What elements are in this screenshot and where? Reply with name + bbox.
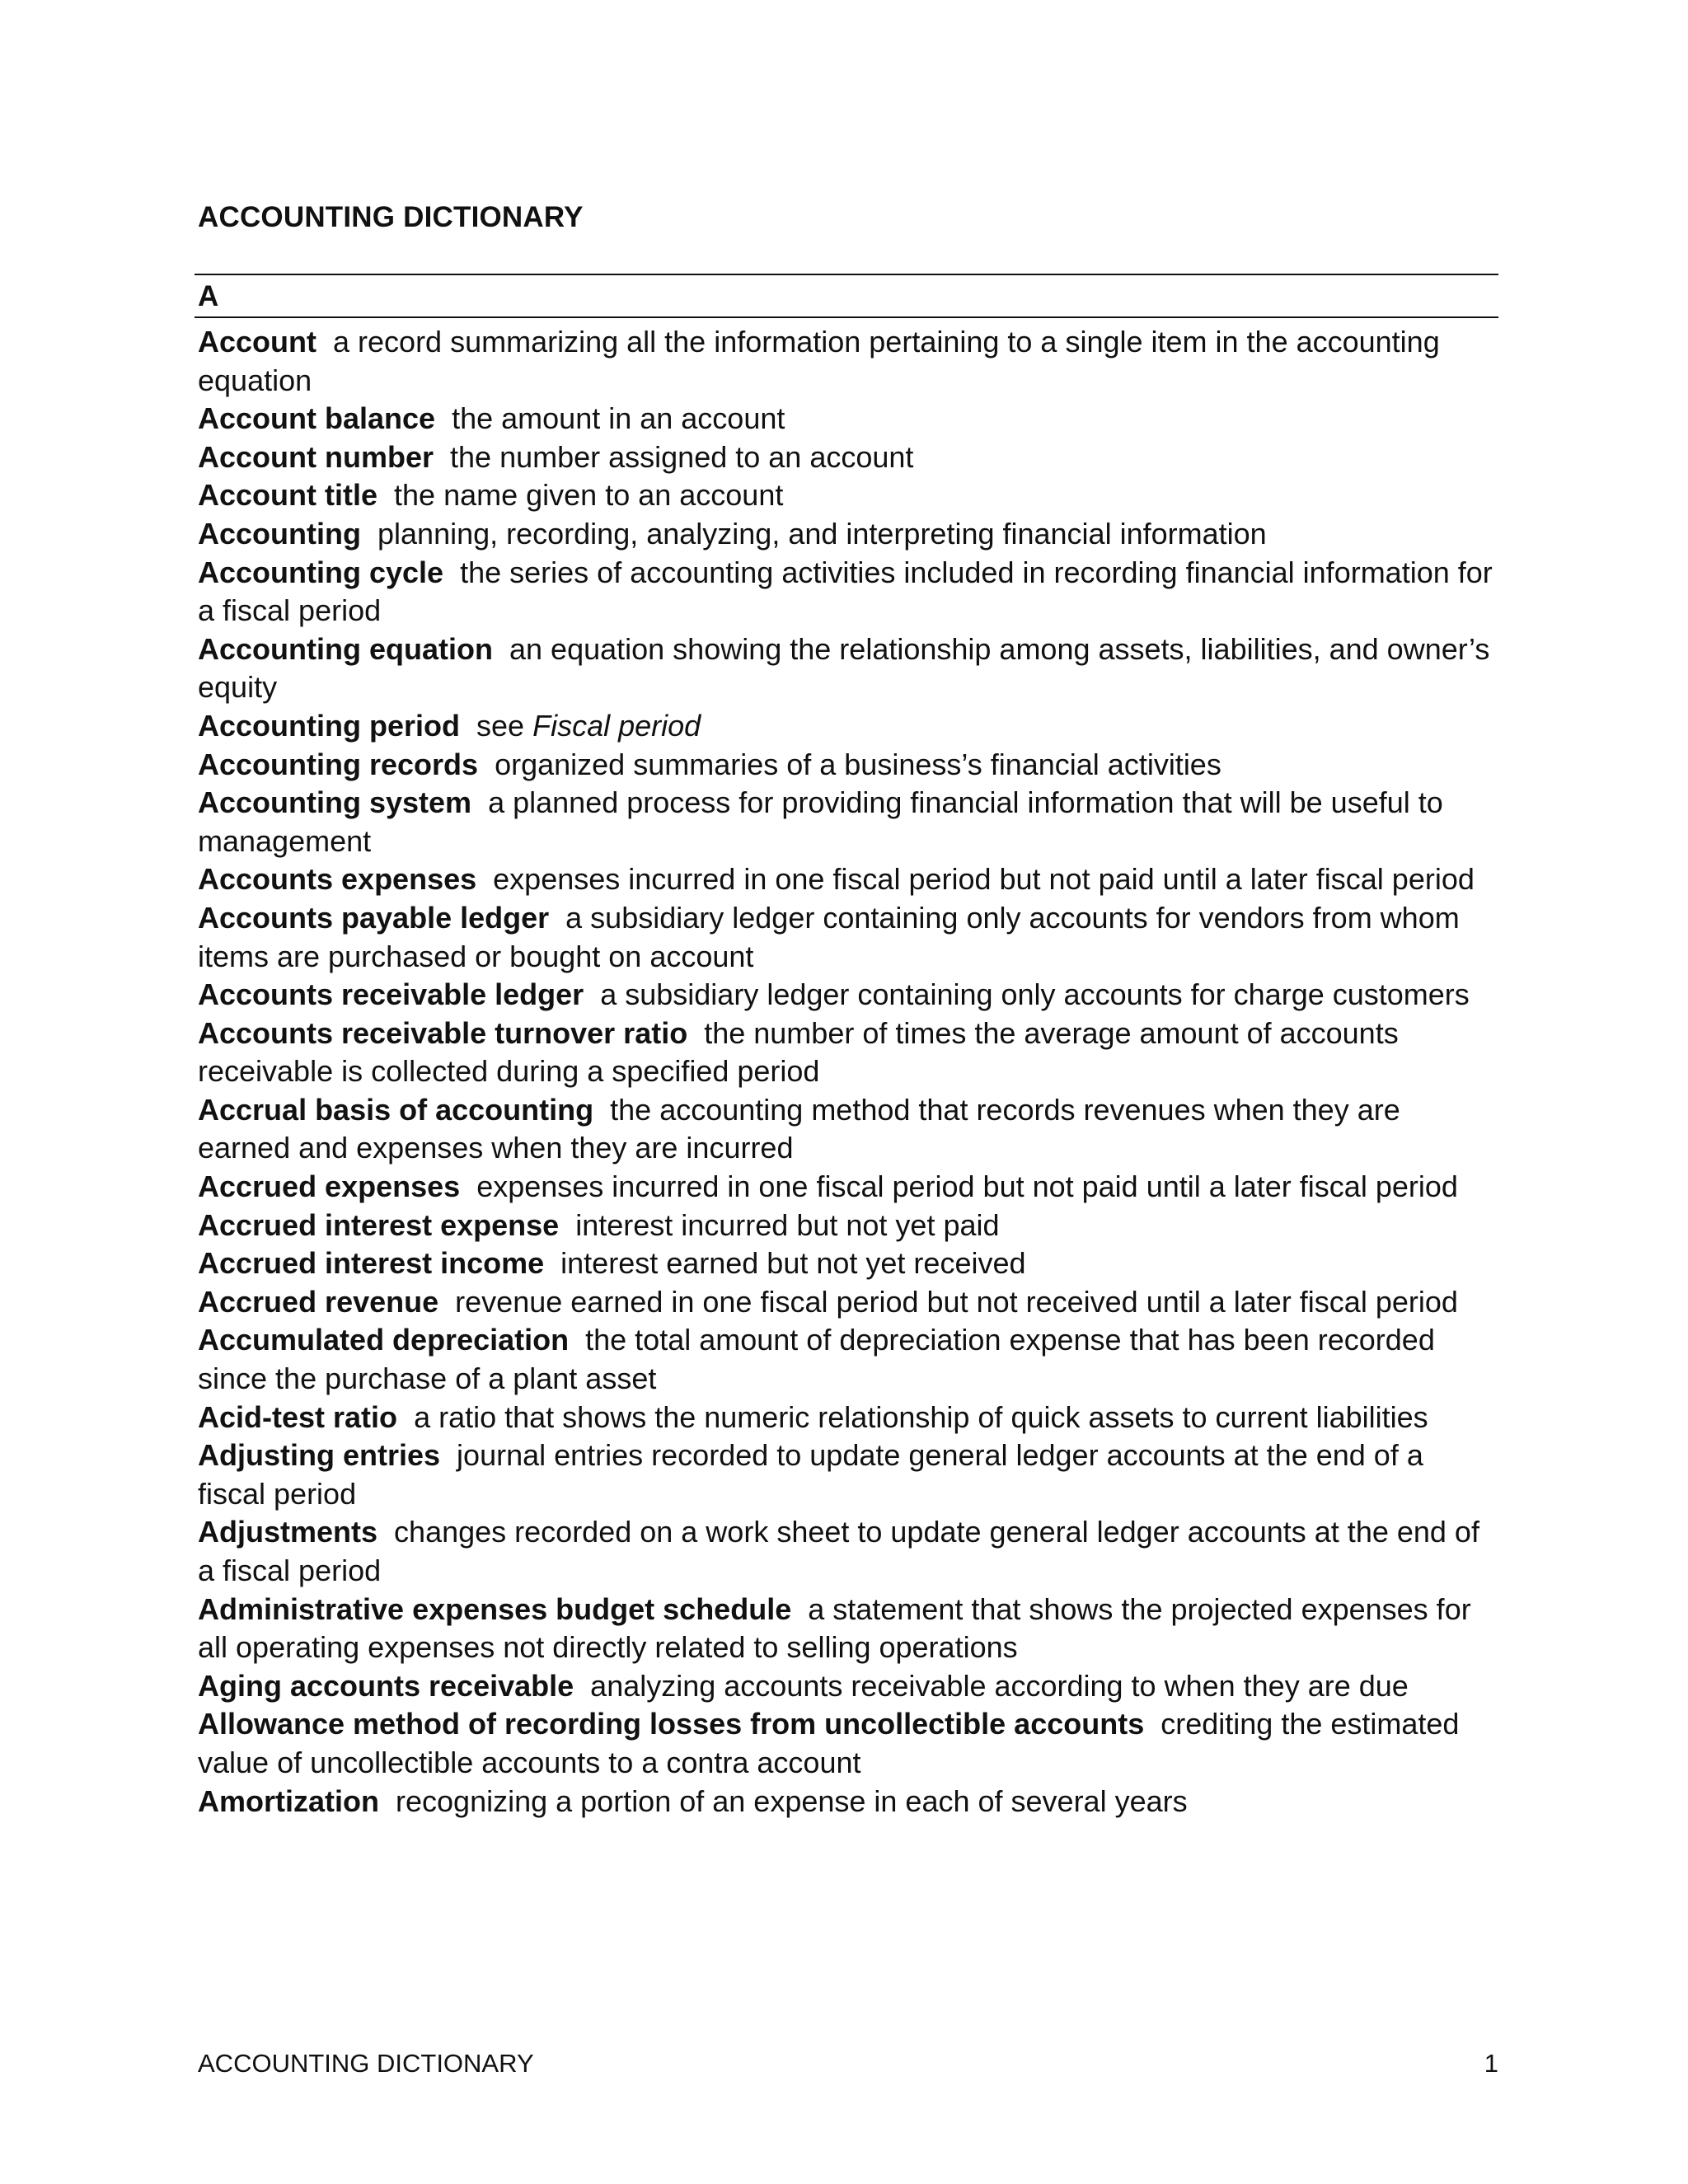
entry-term: Administrative expenses budget schedule [198,1591,792,1626]
dictionary-entry [198,1321,1498,1398]
entry-term: Accounts receivable ledger [198,977,584,1012]
entry-definition: an equation showing the relationship among assets, liabilities, and owner’s equity [198,631,1490,705]
entry-definition: a record summarizing all the information pertaining to a single item in the accounting equation [198,325,1440,397]
page-number: 1 [1484,2049,1498,2078]
entry-term: Accrual basis of accounting [198,1092,594,1127]
page-title: ACCOUNTING DICTIONARY [198,201,584,233]
section-header [195,274,1498,318]
entry-term: Accounts expenses [198,862,477,897]
entry-definition: interest earned but not yet received [560,1246,1026,1281]
dictionary-entry [198,323,1498,400]
dictionary-entry [198,515,1498,554]
dictionary-entry [198,1399,1498,1437]
dictionary-entry [198,1513,1498,1590]
entry-term: Accounts receivable turnover ratio [198,1015,688,1050]
entry-definition: crediting the estimated value of uncollectible accounts to a contra account [198,1707,1460,1779]
entry-term: Accumulated depreciation [198,1323,570,1357]
dictionary-entry [198,746,1498,785]
entry-term: Accrued interest income [198,1246,545,1281]
dictionary-entry [198,438,1498,477]
entry-definition: changes recorded on a work sheet to update general ledger accounts at the end of a fiscal period [198,1515,1479,1587]
dictionary-entry [198,1244,1498,1283]
entry-term: Account [198,325,316,359]
entry-term: Accounts payable ledger [198,900,550,935]
dictionary-entry-list [198,323,1498,1821]
entry-definition: the amount in an account [452,401,785,436]
entry-definition: organized summaries of a business’s financial activities [495,747,1221,781]
entry-definition: analyzing accounts receivable according to when they are due [590,1668,1409,1703]
dictionary-entry [198,707,1498,746]
entry-term: Accounting [198,516,361,551]
dictionary-entry [198,400,1498,438]
dictionary-entry [198,1091,1498,1168]
entry-definition: recognizing a portion of an expense in each of several years [396,1783,1188,1818]
entry-definition: planning, recording, analyzing, and interpreting financial information [377,516,1267,551]
entry-term: Acid-test ratio [198,1399,398,1434]
entry-definition: a ratio that shows the numeric relationship of quick assets to current liabilities [414,1399,1428,1434]
entry-term: Adjusting entries [198,1438,441,1473]
entry-definition: a statement that shows the projected expenses for all operating expenses not directly related to selling operations [198,1591,1471,1665]
entry-definition: the number of times the average amount of accounts receivable is collected during a specified period [198,1015,1399,1089]
section-letter: A [198,280,219,312]
footer-title: ACCOUNTING DICTIONARY [198,2049,534,2078]
entry-definition: expenses incurred in one fiscal period but not paid until a later fiscal period [493,862,1475,897]
entry-term: Adjustments [198,1515,378,1549]
entry-term: Aging accounts receivable [198,1668,574,1703]
entry-term: Accrued interest expense [198,1207,560,1242]
entry-term: Account number [198,439,434,474]
entry-definition: revenue earned in one fiscal period but not received until a later fiscal period [455,1284,1458,1319]
entry-term: Accounting equation [198,631,493,666]
entry-term: Accounting system [198,785,472,820]
dictionary-entry [198,1207,1498,1245]
entry-cross-reference: Fiscal period [532,708,701,743]
entry-definition: the name given to an account [394,478,784,513]
entry-definition: expenses incurred in one fiscal period but not paid until a later fiscal period [476,1169,1458,1204]
entry-definition: the accounting method that records revenues when they are earned and expenses when they are incurred [198,1092,1400,1165]
dictionary-entry [198,1705,1498,1782]
entry-term: Allowance method of recording losses from uncollectible accounts [198,1707,1145,1741]
entry-definition: the series of accounting activities included in recording financial information for a fiscal period [198,555,1493,628]
dictionary-entry [198,1168,1498,1207]
entry-term: Accounting period [198,708,460,743]
entry-term: Account title [198,478,378,513]
entry-definition: see [476,708,525,743]
dictionary-entry [198,784,1498,860]
dictionary-entry [198,860,1498,899]
entry-definition: the number assigned to an account [450,439,914,474]
dictionary-entry [198,899,1498,976]
dictionary-entry [198,476,1498,515]
dictionary-entry [198,1591,1498,1667]
entry-definition: a subsidiary ledger containing only accounts for charge customers [600,977,1470,1012]
entry-term: Amortization [198,1783,379,1818]
dictionary-entry [198,1667,1498,1706]
dictionary-entry [198,630,1498,707]
entry-term: Accounting cycle [198,555,444,589]
dictionary-entry [198,1283,1498,1322]
entry-definition: a subsidiary ledger containing only accounts for vendors from whom items are purchased or bought on account [198,900,1460,973]
entry-definition: a planned process for providing financial information that will be useful to management [198,785,1443,858]
entry-term: Accrued revenue [198,1284,439,1319]
entry-term: Accrued expenses [198,1169,461,1204]
dictionary-entry [198,1015,1498,1091]
entry-term: Accounting records [198,747,479,781]
entry-definition: interest incurred but not yet paid [575,1207,1000,1242]
dictionary-entry [198,554,1498,630]
entry-term: Account balance [198,401,436,436]
entry-definition: the total amount of depreciation expense that has been recorded since the purchase of a plant asset [198,1323,1435,1396]
dictionary-entry [198,1783,1498,1821]
dictionary-entry [198,976,1498,1015]
entry-definition: journal entries recorded to update general ledger accounts at the end of a fiscal period [198,1438,1423,1511]
dictionary-entry [198,1436,1498,1513]
